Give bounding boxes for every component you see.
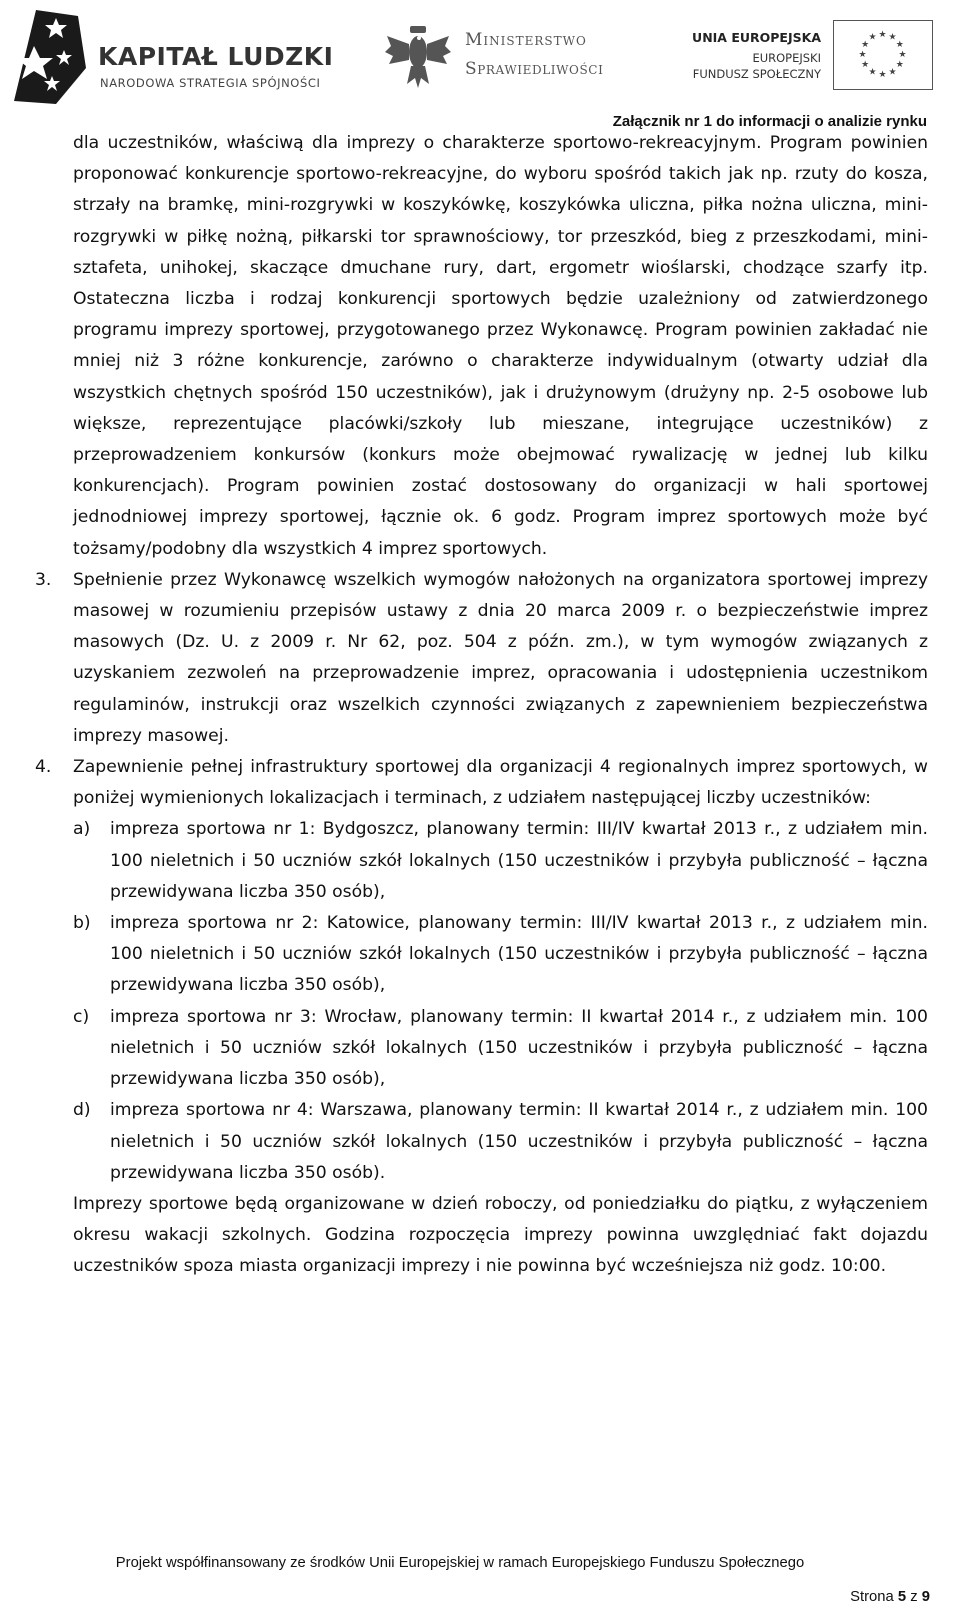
page-number bbox=[850, 1589, 930, 1605]
list-number: 4. bbox=[35, 757, 52, 778]
closing-paragraph: Imprezy sportowe będą organizowane w dzień roboczy, od poniedziałku do piątku, z wyłączeniem okresu wakacji szkolnych. Godzina rozpoczęcia imprezy powinna uwzględniać fakt dojazdu uczestników spoza miasta organizacji imprezy i nie powinna być wcześniejsza niż godz. 10:00. bbox=[73, 1193, 928, 1277]
list-item-3 bbox=[35, 565, 928, 752]
sub-item-label: b) bbox=[73, 913, 91, 934]
sub-item-text: impreza sportowa nr 2: Katowice, planowany termin: III/IV kwartał 2013 r., z udziałem min. 100 nieletnich i 50 uczniów szkół lokalnych (150 uczestników i przybyła publiczność – łączna przewidywana liczba 350 osób), bbox=[110, 913, 928, 996]
sub-item-d bbox=[73, 1095, 928, 1189]
page-current: 5 bbox=[897, 1589, 907, 1605]
page-total: 9 bbox=[921, 1589, 930, 1605]
svg-text:★: ★ bbox=[895, 40, 904, 50]
sub-item-a bbox=[73, 814, 928, 908]
intro-paragraph: dla uczestników, właściwą dla imprezy o charakterze sportowo-rekreacyjnym. Program powinien proponować konkurencje sportowo-rekreacyjne, do wyboru spośród takich jak np. rzuty do kosza, strzały na bramkę, mini-rozgrywki w koszykówkę, koszykówka uliczna, piłka nożna uliczna, mini-rozgrywki w piłkę nożną, piłkarski tor sprawnościowy, tor przeszkód, bieg z przeszkodami, mini-sztafeta, unihokej, skaczące dmuchane rury, dart, ergometr wioślarski, chodzące szarfy itp. Ostateczna liczba i rodzaj konkurencji sportowych będzie uzależniony od zatwierdzonego programu imprezy sportowej, przygotowanego przez Wykonawcę. Program powinien zakładać nie mniej niż 3 różne konkurencje, zarówno o charakterze indywidualnym (otwarty udział dla wszystkich chętnych spośród 150 uczestników), jak i drużynowym (drużyny np. 2-5 osobowe lub większe, reprezentujące placówki/szkoły lub mieszane, integrujące uczestników) z przeprowadzeniem konkursów (konkurs może obejmować rywalizację w jednej lub kilku konkurencjach). Program powinien zostać dostosowany do organizacji w hali sportowej jednodniowej imprezy sportowej, łącznie ok. 6 godz. Program imprez sportowych może być tożsamy/podobny dla wszystkich 4 imprez sportowych. bbox=[73, 133, 928, 559]
sub-item-text: impreza sportowa nr 4: Warszawa, planowany termin: II kwartał 2014 r., z udziałem min. 100 nieletnich i 50 uczniów szkół lokalnych (150 uczestników i przybyła publiczność – łączna przewidywana liczba 350 osób). bbox=[110, 1100, 928, 1183]
eu-name: UNIA EUROPEJSKA bbox=[692, 30, 821, 45]
list-number: 3. bbox=[35, 569, 52, 590]
page-prefix: Strona bbox=[850, 1589, 894, 1605]
sub-item-b bbox=[73, 908, 928, 1002]
svg-text:★: ★ bbox=[878, 70, 887, 80]
svg-text:★: ★ bbox=[858, 50, 867, 60]
svg-text:★: ★ bbox=[888, 67, 897, 78]
kapital-ludzki-logo bbox=[6, 6, 346, 106]
svg-text:★: ★ bbox=[861, 60, 870, 70]
ministry-name-line2: Sprawiedliwości bbox=[465, 59, 604, 79]
svg-text:★: ★ bbox=[898, 50, 907, 60]
sub-item-label: d) bbox=[73, 1100, 91, 1121]
document-body bbox=[35, 128, 928, 1283]
svg-text:★: ★ bbox=[861, 40, 870, 50]
kapital-ludzki-subtitle: NARODOWA STRATEGIA SPÓJNOŚCI bbox=[100, 76, 321, 90]
funding-note: Projekt współfinansowany ze środków Unii Europejskiej w ramach Europejskiego Funduszu Społecznego bbox=[115, 1555, 805, 1571]
annex-note: Załącznik nr 1 do informacji o analizie rynku bbox=[612, 113, 927, 130]
page-separator: z bbox=[910, 1589, 918, 1605]
sub-item-text: impreza sportowa nr 1: Bydgoszcz, planowany termin: III/IV kwartał 2013 r., z udziałem min. 100 nieletnich i 50 uczniów szkół lokalnych (150 uczestników i przybyła publiczność – łączna przewidywana liczba 350 osób), bbox=[110, 819, 928, 902]
sub-item-label: a) bbox=[73, 819, 91, 840]
sub-item-c bbox=[73, 1002, 928, 1096]
svg-text:★: ★ bbox=[888, 32, 897, 43]
eu-flag-icon bbox=[833, 20, 933, 90]
ministry-logo bbox=[383, 22, 643, 92]
polish-eagle-icon bbox=[383, 22, 453, 92]
kapital-ludzki-emblem-icon bbox=[6, 6, 96, 106]
svg-text:★: ★ bbox=[868, 67, 877, 78]
eu-fund-line2: FUNDUSZ SPOŁECZNY bbox=[692, 67, 821, 81]
sub-item-label: c) bbox=[73, 1006, 90, 1027]
eu-fund-line1: EUROPEJSKI bbox=[752, 51, 821, 65]
ministry-name-line1: Ministerstwo bbox=[465, 30, 587, 50]
page-footer bbox=[0, 1555, 960, 1571]
svg-text:★: ★ bbox=[878, 30, 887, 40]
list-item-text: Zapewnienie pełnej infrastruktury sportowej dla organizacji 4 regionalnych imprez sportowych, w poniżej wymienionych lokalizacjach i terminach, z udziałem następującej liczby uczestników: bbox=[73, 757, 928, 809]
page-header bbox=[0, 0, 960, 130]
list-item-text: Spełnienie przez Wykonawcę wszelkich wymogów nałożonych na organizatora sportowej imprezy masowej w rozumieniu przepisów ustawy z dnia 20 marca 2009 r. o bezpieczeństwie imprez masowych (Dz. U. z 2009 r. Nr 62, poz. 504 z późn. zm.), w tym wymogów związanych z uzyskaniem zezwoleń na przeprowadzenie imprez, opracowania i udostępnienia uczestnikom regulaminów, instrukcji oraz wszelkich czynności związanych z zapewnieniem bezpieczeństwa imprezy masowej. bbox=[73, 569, 928, 746]
svg-text:★: ★ bbox=[895, 60, 904, 70]
svg-text:★: ★ bbox=[868, 32, 877, 43]
eu-logo bbox=[685, 20, 933, 95]
sub-item-text: impreza sportowa nr 3: Wrocław, planowany termin: II kwartał 2014 r., z udziałem min. 100 nieletnich i 50 uczniów szkół lokalnych (150 uczestników i przybyła publiczność – łączna przewidywana liczba 350 osób), bbox=[110, 1006, 928, 1090]
list-item-4 bbox=[35, 752, 928, 814]
kapital-ludzki-title: KAPITAŁ LUDZKI bbox=[98, 42, 334, 71]
